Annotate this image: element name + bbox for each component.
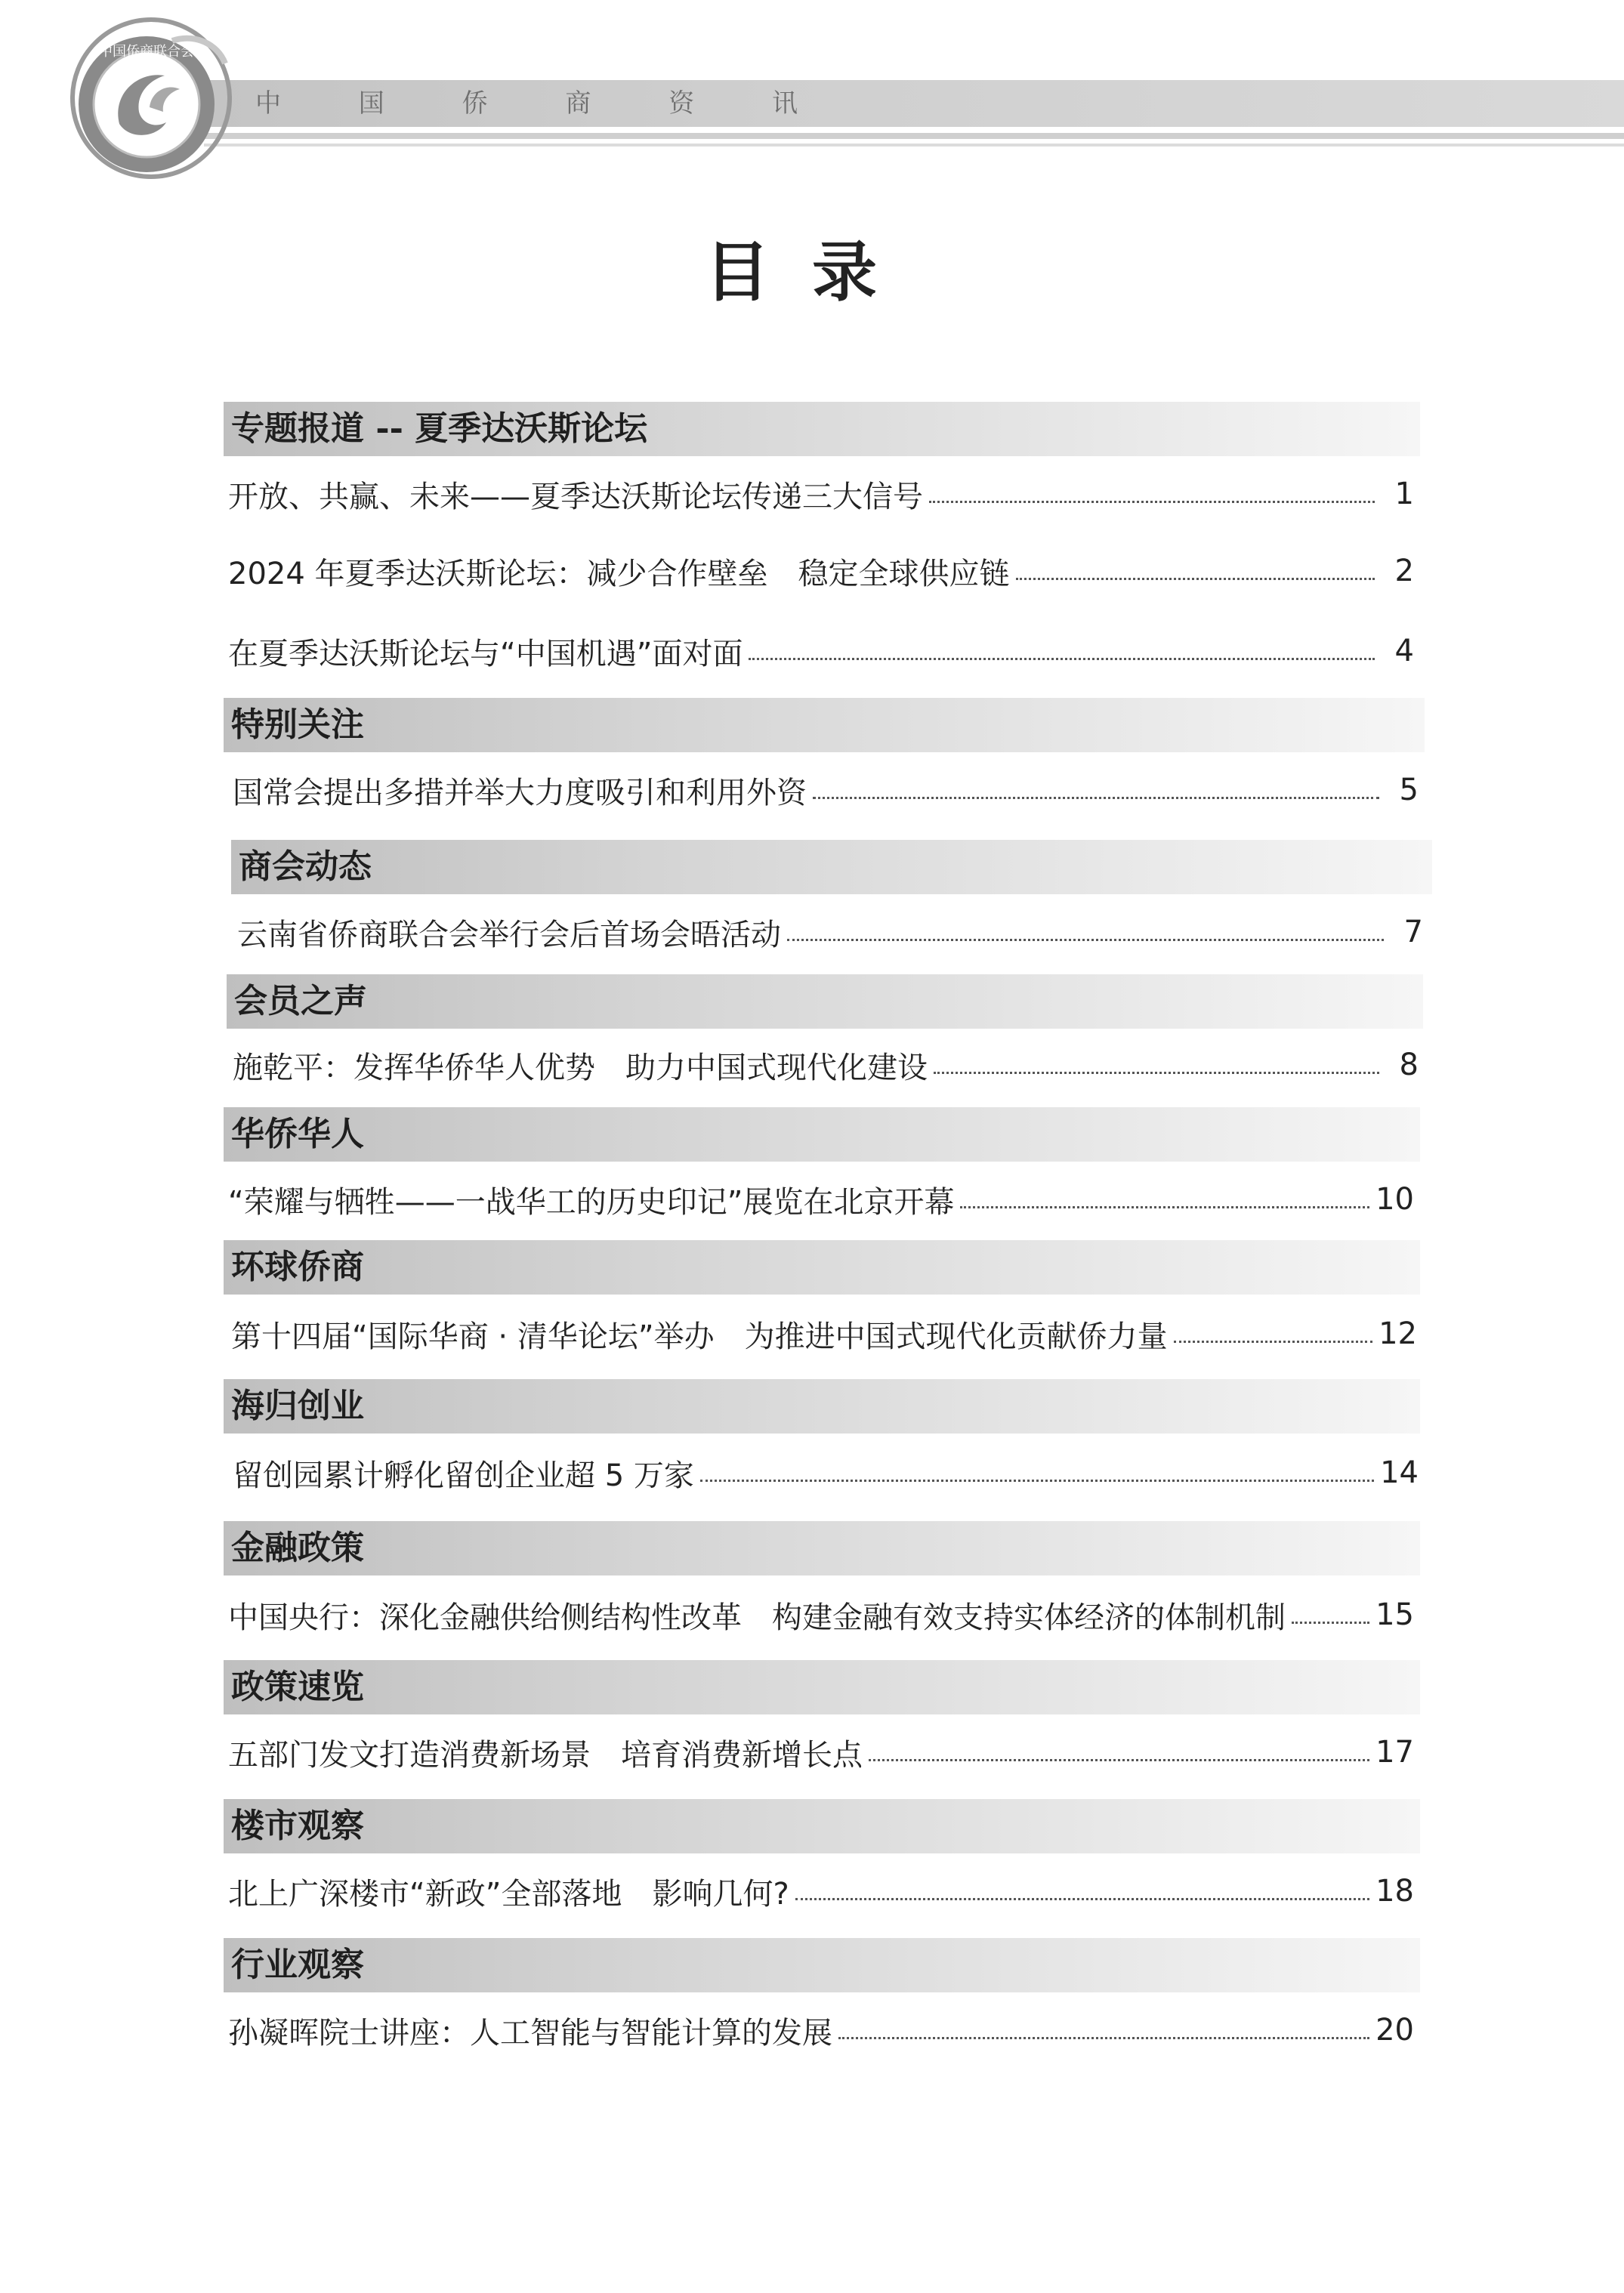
toc-entry[interactable]	[231, 1311, 1417, 1356]
dot-leader	[1016, 578, 1375, 580]
toc-entry[interactable]	[228, 471, 1414, 517]
page-number: 18	[1375, 1874, 1414, 1909]
toc-entry[interactable]	[237, 909, 1423, 955]
section-header	[224, 1938, 1420, 1992]
page-number: 1	[1394, 477, 1414, 511]
section-header	[224, 1521, 1420, 1575]
toc-entry[interactable]	[233, 1042, 1419, 1088]
entry-title: 在夏季达沃斯论坛与“中国机遇”面对面	[228, 636, 743, 671]
section-title: 特别关注	[231, 705, 364, 744]
section-header	[224, 402, 1420, 456]
toc-entry[interactable]	[228, 1592, 1414, 1637]
page-number: 12	[1379, 1316, 1417, 1351]
entry-title: 2024 年夏季达沃斯论坛：减少合作壁垒 稳定全球供应链	[228, 556, 1010, 591]
toc-entry[interactable]	[233, 767, 1419, 813]
dot-leader	[1292, 1622, 1369, 1624]
toc-entry[interactable]	[228, 1869, 1414, 1914]
page-number: 17	[1375, 1735, 1414, 1770]
dot-leader	[787, 939, 1384, 941]
section-header	[224, 698, 1425, 752]
section-title: 行业观察	[231, 1946, 364, 1984]
page-number: 14	[1380, 1455, 1419, 1490]
entry-title: 五部门发文打造消费新场景 培育消费新增长点	[228, 1737, 863, 1773]
section-header	[224, 1660, 1420, 1714]
entry-title: 孙凝晖院士讲座：人工智能与智能计算的发展	[228, 2015, 832, 2051]
header-rule-secondary	[204, 144, 1624, 147]
page-title: 目录	[705, 235, 919, 310]
dot-leader	[795, 1898, 1369, 1900]
page-number: 8	[1399, 1048, 1419, 1082]
dot-leader	[960, 1206, 1369, 1208]
dot-leader	[869, 1759, 1369, 1761]
entry-title: 北上广深楼市“新政”全部落地 影响几何?	[228, 1876, 789, 1912]
entry-title: 国常会提出多措并举大力度吸引和利用外资	[233, 775, 807, 810]
dot-leader	[934, 1072, 1379, 1074]
section-header	[227, 974, 1423, 1029]
section-title: 楼市观察	[231, 1807, 364, 1845]
section-title: 环球侨商	[231, 1248, 364, 1286]
page-number: 2	[1394, 554, 1414, 588]
page-number: 7	[1403, 915, 1423, 949]
section-title: 商会动态	[239, 847, 372, 886]
toc-entry[interactable]	[228, 548, 1414, 594]
toc-entry[interactable]	[228, 1730, 1414, 1775]
section-header	[224, 1799, 1420, 1853]
section-title: 华侨华人	[231, 1115, 364, 1153]
toc-entry[interactable]	[233, 1450, 1419, 1495]
dot-leader	[700, 1480, 1374, 1482]
section-title: 政策速览	[231, 1668, 364, 1706]
dot-leader	[1174, 1341, 1373, 1343]
logo-ring-text: 中国侨商联合会	[99, 44, 194, 60]
section-header	[224, 1107, 1420, 1162]
page-number: 10	[1375, 1182, 1414, 1217]
page-number: 4	[1394, 634, 1414, 668]
section-title: 金融政策	[231, 1529, 364, 1567]
header-rule	[204, 133, 1624, 139]
section-title: 海归创业	[231, 1387, 364, 1425]
section-header	[231, 840, 1432, 894]
entry-title: 留创园累计孵化留创企业超 5 万家	[233, 1458, 694, 1493]
dot-leader	[929, 501, 1375, 503]
toc-entry[interactable]	[228, 1177, 1414, 1222]
toc-entry[interactable]	[228, 2008, 1414, 2053]
page-number: 15	[1375, 1597, 1414, 1632]
toc-entry[interactable]	[228, 628, 1414, 674]
section-title: 专题报道 -- 夏季达沃斯论坛	[231, 409, 648, 448]
dot-leader	[749, 658, 1375, 660]
entry-title: 第十四届“国际华商 · 清华论坛”举办 为推进中国式现代化贡献侨力量	[231, 1319, 1168, 1354]
section-header	[224, 1379, 1420, 1434]
masthead: 中 国 侨 商 资 讯	[255, 88, 833, 119]
entry-title: 施乾平：发挥华侨华人优势 助力中国式现代化建设	[233, 1050, 928, 1085]
dot-leader	[838, 2037, 1369, 2039]
page-number: 20	[1375, 2013, 1414, 2048]
page-number: 5	[1399, 773, 1419, 807]
entry-title: 中国央行：深化金融供给侧结构性改革 构建金融有效支持实体经济的体制机制	[228, 1600, 1286, 1635]
entry-title: “荣耀与牺牲——一战华工的历史印记”展览在北京开幕	[228, 1184, 955, 1220]
dot-leader	[813, 797, 1379, 799]
entry-title: 开放、共赢、未来——夏季达沃斯论坛传递三大信号	[228, 479, 923, 514]
section-header	[224, 1240, 1420, 1295]
entry-title: 云南省侨商联合会举行会后首场会晤活动	[237, 917, 781, 952]
federation-logo	[66, 11, 234, 181]
section-title: 会员之声	[234, 982, 367, 1020]
